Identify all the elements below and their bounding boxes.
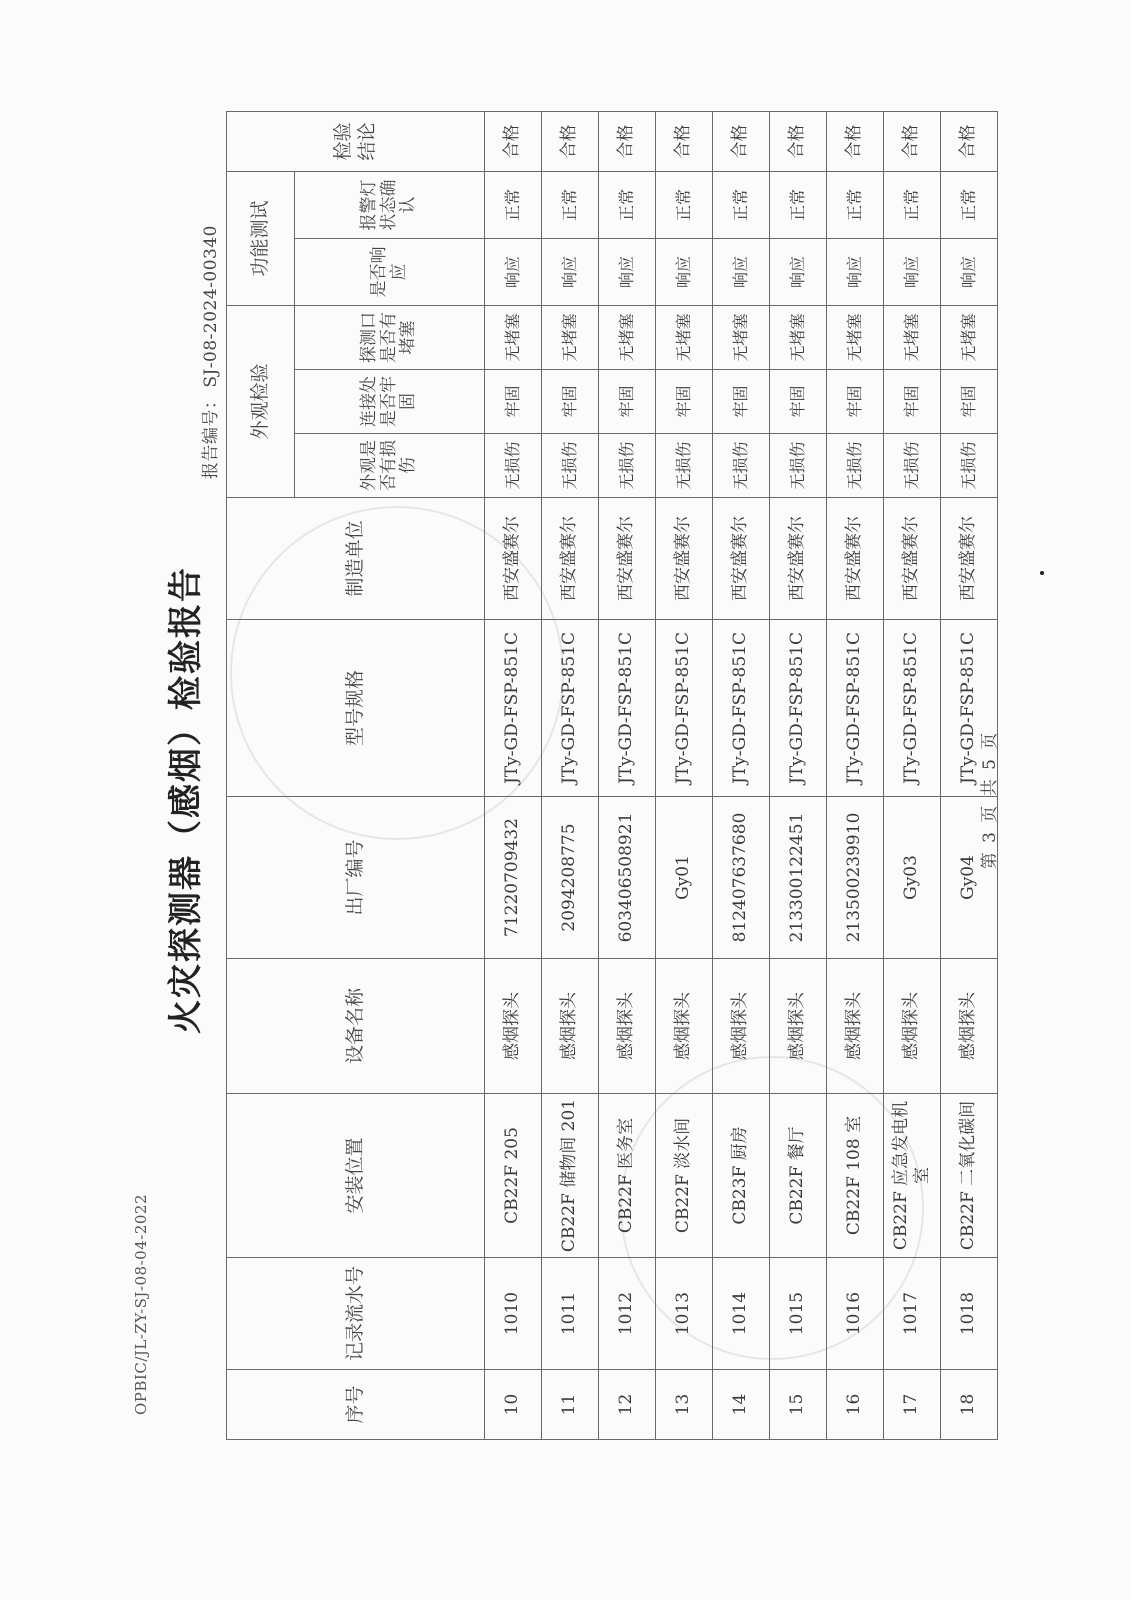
- cell-conclusion: 合格: [599, 111, 656, 171]
- cell-alarm-light: 正常: [485, 171, 542, 238]
- cell-conclusion: 合格: [713, 111, 770, 171]
- cell-connection-firm: 牢固: [713, 370, 770, 434]
- cell-appearance-damage: 无损伤: [827, 434, 884, 498]
- cell-connection-firm: 牢固: [656, 370, 713, 434]
- cell-device-name: 感烟探头: [827, 959, 884, 1094]
- header-model: 型号规格: [227, 620, 485, 797]
- cell-record-no: 1015: [770, 1258, 827, 1370]
- cell-response: 响应: [713, 238, 770, 305]
- cell-alarm-light: 正常: [941, 171, 998, 238]
- cell-probe-blocked: 无堵塞: [713, 305, 770, 369]
- cell-factory-no: 603406508921: [599, 797, 656, 959]
- cell-connection-firm: 牢固: [941, 370, 998, 434]
- cell-record-no: 1018: [941, 1258, 998, 1370]
- cell-record-no: 1012: [599, 1258, 656, 1370]
- cell-probe-blocked: 无堵塞: [941, 305, 998, 369]
- header-function-group: 功能测试: [227, 171, 295, 305]
- cell-device-name: 感烟探头: [599, 959, 656, 1094]
- header-probe-blocked: 探测口是否有堵塞: [295, 305, 485, 369]
- cell-location: CB22F 二氧化碳间: [941, 1094, 998, 1258]
- inspection-table: [226, 111, 998, 1440]
- cell-model: JTy-GD-FSP-851C: [827, 620, 884, 797]
- cell-conclusion: 合格: [884, 111, 941, 171]
- table-row: [770, 111, 827, 1439]
- cell-connection-firm: 牢固: [770, 370, 827, 434]
- header-seq: 序号: [227, 1370, 485, 1440]
- cell-model: JTy-GD-FSP-851C: [941, 620, 998, 797]
- ink-speck: [1040, 571, 1044, 575]
- cell-response: 响应: [884, 238, 941, 305]
- cell-manufacturer: 西安盛赛尔: [770, 498, 827, 620]
- cell-conclusion: 合格: [656, 111, 713, 171]
- table-row: [656, 111, 713, 1439]
- cell-conclusion: 合格: [941, 111, 998, 171]
- cell-record-no: 1011: [542, 1258, 599, 1370]
- cell-record-no: 1017: [884, 1258, 941, 1370]
- cell-manufacturer: 西安盛赛尔: [485, 498, 542, 620]
- cell-device-name: 感烟探头: [542, 959, 599, 1094]
- cell-appearance-damage: 无损伤: [485, 434, 542, 498]
- cell-seq: 16: [827, 1370, 884, 1440]
- header-record-no: 记录流水号: [227, 1258, 485, 1370]
- cell-model: JTy-GD-FSP-851C: [542, 620, 599, 797]
- cell-probe-blocked: 无堵塞: [542, 305, 599, 369]
- cell-model: JTy-GD-FSP-851C: [599, 620, 656, 797]
- table-row: [542, 111, 599, 1439]
- header-appearance-damage: 外观是否有损伤: [295, 434, 485, 498]
- cell-alarm-light: 正常: [599, 171, 656, 238]
- header-response: 是否响应: [295, 238, 485, 305]
- cell-location: CB22F 108 室: [827, 1094, 884, 1258]
- cell-connection-firm: 牢固: [542, 370, 599, 434]
- cell-probe-blocked: 无堵塞: [770, 305, 827, 369]
- cell-response: 响应: [941, 238, 998, 305]
- table-row: [713, 111, 770, 1439]
- cell-appearance-damage: 无损伤: [656, 434, 713, 498]
- cell-model: JTy-GD-FSP-851C: [713, 620, 770, 797]
- cell-probe-blocked: 无堵塞: [485, 305, 542, 369]
- cell-response: 响应: [827, 238, 884, 305]
- cell-alarm-light: 正常: [713, 171, 770, 238]
- cell-manufacturer: 西安盛赛尔: [884, 498, 941, 620]
- header-appearance-group: 外观检验: [227, 305, 295, 497]
- cell-seq: 10: [485, 1370, 542, 1440]
- cell-factory-no: Gy01: [656, 797, 713, 959]
- cell-model: JTy-GD-FSP-851C: [485, 620, 542, 797]
- cell-connection-firm: 牢固: [599, 370, 656, 434]
- cell-appearance-damage: 无损伤: [542, 434, 599, 498]
- table-row: [827, 111, 884, 1439]
- cell-record-no: 1010: [485, 1258, 542, 1370]
- header-manufacturer: 制造单位: [227, 498, 485, 620]
- cell-factory-no: 213500239910: [827, 797, 884, 959]
- cell-appearance-damage: 无损伤: [884, 434, 941, 498]
- cell-factory-no: Gy04: [941, 797, 998, 959]
- cell-seq: 13: [656, 1370, 713, 1440]
- header-device-name: 设备名称: [227, 959, 485, 1094]
- cell-manufacturer: 西安盛赛尔: [941, 498, 998, 620]
- header-location: 安装位置: [227, 1094, 485, 1258]
- cell-appearance-damage: 无损伤: [770, 434, 827, 498]
- cell-probe-blocked: 无堵塞: [599, 305, 656, 369]
- page-number: 第 3 页 共 5 页: [980, 730, 1000, 870]
- cell-conclusion: 合格: [770, 111, 827, 171]
- cell-manufacturer: 西安盛赛尔: [713, 498, 770, 620]
- cell-location: CB22F 应急发电机室: [884, 1094, 941, 1258]
- cell-response: 响应: [542, 238, 599, 305]
- cell-device-name: 感烟探头: [485, 959, 542, 1094]
- cell-connection-firm: 牢固: [884, 370, 941, 434]
- report-number-label: 报告编号：: [201, 391, 221, 480]
- report-number-value: SJ-08-2024-00340: [201, 225, 221, 388]
- cell-location: CB22F 205: [485, 1094, 542, 1258]
- cell-device-name: 感烟探头: [713, 959, 770, 1094]
- cell-appearance-damage: 无损伤: [599, 434, 656, 498]
- cell-device-name: 感烟探头: [770, 959, 827, 1094]
- cell-device-name: 感烟探头: [656, 959, 713, 1094]
- header-row: [227, 111, 295, 1439]
- cell-probe-blocked: 无堵塞: [656, 305, 713, 369]
- cell-seq: 17: [884, 1370, 941, 1440]
- cell-factory-no: 812407637680: [713, 797, 770, 959]
- cell-alarm-light: 正常: [827, 171, 884, 238]
- cell-location: CB22F 医务室: [599, 1094, 656, 1258]
- header-connection-firm: 连接处是否牢固: [295, 370, 485, 434]
- cell-alarm-light: 正常: [770, 171, 827, 238]
- cell-conclusion: 合格: [542, 111, 599, 171]
- cell-location: CB23F 厨房: [713, 1094, 770, 1258]
- cell-location: CB22F 淡水间: [656, 1094, 713, 1258]
- table-row: [599, 111, 656, 1439]
- cell-record-no: 1013: [656, 1258, 713, 1370]
- cell-appearance-damage: 无损伤: [713, 434, 770, 498]
- cell-conclusion: 合格: [827, 111, 884, 171]
- cell-alarm-light: 正常: [884, 171, 941, 238]
- cell-manufacturer: 西安盛赛尔: [599, 498, 656, 620]
- cell-model: JTy-GD-FSP-851C: [656, 620, 713, 797]
- cell-manufacturer: 西安盛赛尔: [542, 498, 599, 620]
- page-title: 火灾探测器（感烟）检验报告: [166, 566, 206, 1034]
- cell-location: CB22F 餐厅: [770, 1094, 827, 1258]
- cell-manufacturer: 西安盛赛尔: [656, 498, 713, 620]
- cell-model: JTy-GD-FSP-851C: [770, 620, 827, 797]
- cell-record-no: 1016: [827, 1258, 884, 1370]
- report-number: [196, 225, 221, 479]
- cell-conclusion: 合格: [485, 111, 542, 171]
- cell-device-name: 感烟探头: [884, 959, 941, 1094]
- cell-connection-firm: 牢固: [827, 370, 884, 434]
- cell-response: 响应: [485, 238, 542, 305]
- cell-record-no: 1014: [713, 1258, 770, 1370]
- cell-seq: 18: [941, 1370, 998, 1440]
- cell-probe-blocked: 无堵塞: [827, 305, 884, 369]
- cell-seq: 12: [599, 1370, 656, 1440]
- cell-connection-firm: 牢固: [485, 370, 542, 434]
- cell-probe-blocked: 无堵塞: [884, 305, 941, 369]
- cell-response: 响应: [656, 238, 713, 305]
- cell-seq: 11: [542, 1370, 599, 1440]
- cell-alarm-light: 正常: [542, 171, 599, 238]
- table-row: [485, 111, 542, 1439]
- cell-factory-no: 213300122451: [770, 797, 827, 959]
- cell-seq: 14: [713, 1370, 770, 1440]
- cell-seq: 15: [770, 1370, 827, 1440]
- cell-factory-no: Gy03: [884, 797, 941, 959]
- header-factory-no: 出厂编号: [227, 797, 485, 959]
- header-conclusion: 检验结论: [227, 111, 485, 171]
- cell-alarm-light: 正常: [656, 171, 713, 238]
- form-code: OPBIC/JL-ZY-SJ-08-04-2022: [132, 1194, 150, 1415]
- cell-response: 响应: [770, 238, 827, 305]
- table-row: [884, 111, 941, 1439]
- cell-manufacturer: 西安盛赛尔: [827, 498, 884, 620]
- cell-factory-no: 71220709432: [485, 797, 542, 959]
- cell-model: JTy-GD-FSP-851C: [884, 620, 941, 797]
- cell-location: CB22F 储物间 201: [542, 1094, 599, 1258]
- cell-response: 响应: [599, 238, 656, 305]
- header-alarm-light: 报警灯状态确认: [295, 171, 485, 238]
- cell-device-name: 感烟探头: [941, 959, 998, 1094]
- cell-appearance-damage: 无损伤: [941, 434, 998, 498]
- cell-factory-no: 2094208775: [542, 797, 599, 959]
